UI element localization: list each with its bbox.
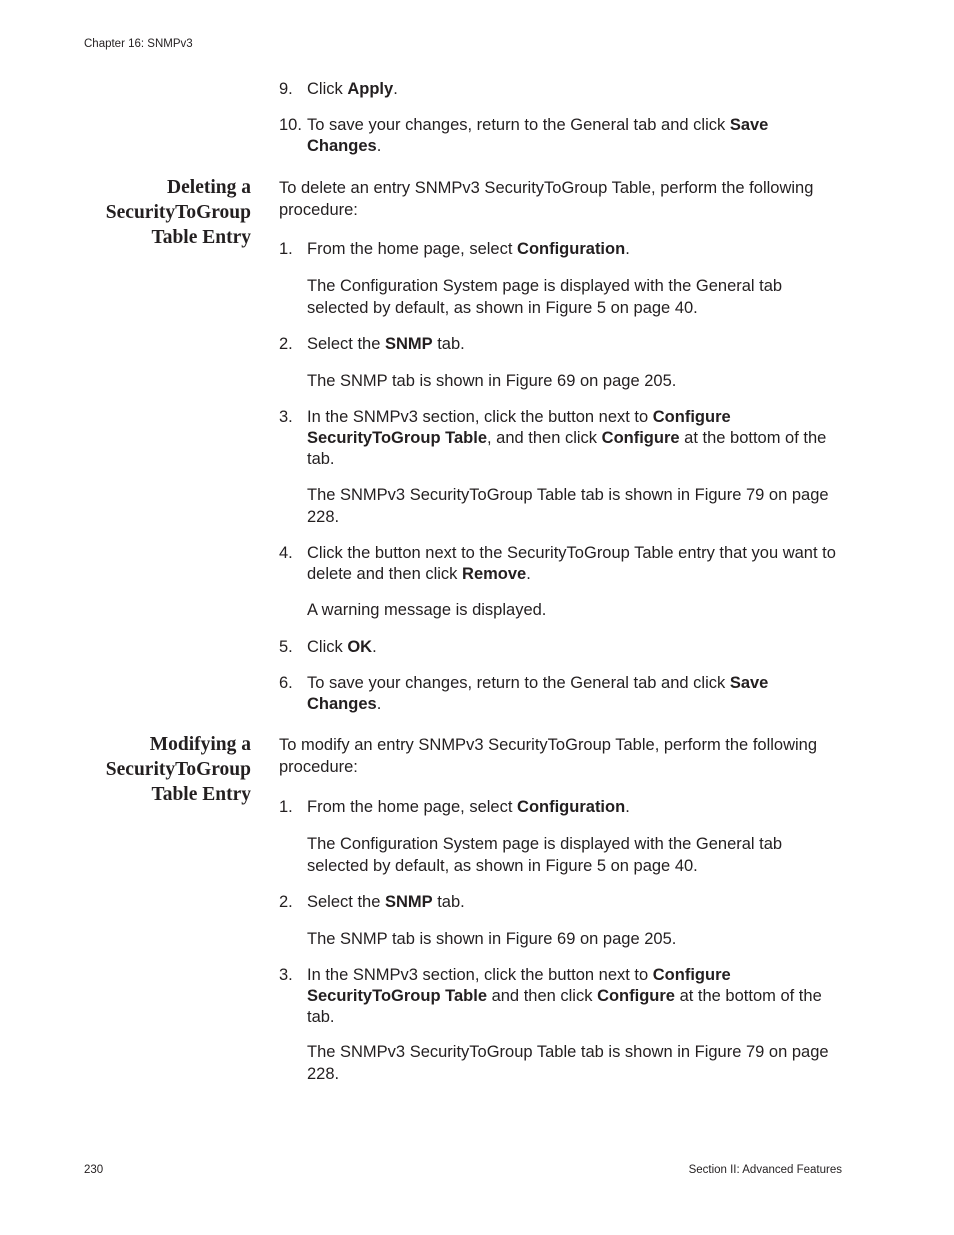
heading-line: SecurityToGroup bbox=[105, 202, 251, 223]
step-number: 10. bbox=[279, 116, 302, 134]
step-text: . bbox=[372, 638, 377, 656]
ui-term: Configuration bbox=[517, 798, 626, 816]
modify-step-1 bbox=[279, 797, 839, 818]
step-text: To save your changes, return to the General tab and click bbox=[307, 116, 730, 134]
step-text: at the bottom of the tab. bbox=[307, 987, 822, 1026]
step-text: Select the bbox=[307, 893, 385, 911]
ui-term: Remove bbox=[462, 565, 527, 583]
step-text: Click the button next to the SecurityToGroup Table entry that you want to delete and then click bbox=[307, 544, 836, 583]
heading-line: Table Entry bbox=[151, 784, 251, 805]
step-number: 9. bbox=[279, 80, 293, 98]
delete-step-2-note: The SNMP tab is shown in Figure 69 on page 205. bbox=[307, 372, 677, 390]
ui-term: SNMP bbox=[384, 335, 433, 353]
step-text: tab. bbox=[432, 335, 465, 353]
heading-line: Modifying a bbox=[149, 734, 251, 755]
delete-step-3 bbox=[279, 407, 839, 470]
step-text: In the SNMPv3 section, click the button next to bbox=[307, 408, 653, 426]
step-number: 4. bbox=[279, 544, 293, 562]
step-text: . bbox=[376, 137, 382, 155]
step-text: From the home page, select bbox=[307, 240, 518, 258]
modify-step-3-note: The SNMPv3 SecurityToGroup Table tab is shown in Figure 79 on page 228. bbox=[307, 1043, 829, 1083]
modify-step-2-note: The SNMP tab is shown in Figure 69 on page 205. bbox=[307, 930, 677, 948]
ui-term: Configure bbox=[597, 987, 675, 1005]
step-text: From the home page, select bbox=[307, 798, 518, 816]
step-number: 1. bbox=[279, 798, 293, 816]
heading-line: SecurityToGroup bbox=[105, 759, 251, 780]
delete-step-2 bbox=[279, 334, 839, 355]
modify-step-2 bbox=[279, 892, 839, 913]
step-text: and then click bbox=[487, 987, 598, 1005]
delete-step-1-note: The Configuration System page is displayed with the General tab selected by default, as shown in Figure 5 on page 40. bbox=[307, 277, 783, 317]
delete-step-1 bbox=[279, 239, 839, 260]
step-number: 3. bbox=[279, 408, 293, 426]
running-header: Chapter 16: SNMPv3 bbox=[84, 38, 193, 50]
ui-term: SNMP bbox=[384, 893, 433, 911]
step-text: . bbox=[625, 240, 630, 258]
section-heading-modify bbox=[51, 732, 251, 807]
step-text: Click bbox=[307, 80, 348, 98]
heading-line: Table Entry bbox=[151, 227, 251, 248]
delete-step-5 bbox=[279, 637, 839, 658]
ui-term: Configure SecurityToGroup Table bbox=[307, 408, 731, 447]
step-text: , and then click bbox=[487, 429, 602, 447]
step-text: . bbox=[376, 695, 382, 713]
delete-step-4-note: A warning message is displayed. bbox=[307, 601, 547, 619]
step-text: tab. bbox=[432, 893, 465, 911]
step-text: . bbox=[526, 565, 531, 583]
ui-term: Apply bbox=[347, 80, 394, 98]
step-number: 1. bbox=[279, 240, 293, 258]
step-number: 5. bbox=[279, 638, 293, 656]
heading-line: Deleting a bbox=[167, 177, 251, 198]
step-text: Select the bbox=[307, 335, 385, 353]
modify-step-1-note: The Configuration System page is displayed with the General tab selected by default, as shown in Figure 5 on page 40. bbox=[307, 835, 783, 875]
step-text: . bbox=[393, 80, 398, 98]
ui-term: Configure SecurityToGroup Table bbox=[307, 966, 731, 1005]
step-text: at the bottom of the tab. bbox=[307, 429, 827, 468]
delete-step-6 bbox=[279, 673, 839, 715]
ui-term: Configuration bbox=[517, 240, 626, 258]
step-number: 3. bbox=[279, 966, 293, 984]
modify-step-3 bbox=[279, 965, 839, 1028]
ui-term: Save Changes bbox=[307, 674, 769, 713]
step-10 bbox=[279, 115, 839, 157]
ui-term: Configure bbox=[601, 429, 680, 447]
delete-intro: To delete an entry SNMPv3 SecurityToGroup Table, perform the following procedure: bbox=[279, 179, 814, 219]
modify-intro: To modify an entry SNMPv3 SecurityToGroup Table, perform the following procedure: bbox=[279, 736, 818, 776]
delete-step-4 bbox=[279, 543, 839, 585]
step-text: Click bbox=[307, 638, 348, 656]
step-text: To save your changes, return to the General tab and click bbox=[307, 674, 730, 692]
step-9 bbox=[279, 79, 839, 100]
step-number: 2. bbox=[279, 893, 293, 911]
step-number: 6. bbox=[279, 674, 293, 692]
ui-term: OK bbox=[347, 638, 373, 656]
delete-step-3-note: The SNMPv3 SecurityToGroup Table tab is shown in Figure 79 on page 228. bbox=[307, 486, 829, 526]
step-text: In the SNMPv3 section, click the button next to bbox=[307, 966, 653, 984]
page-number: 230 bbox=[84, 1164, 104, 1176]
running-footer: Section II: Advanced Features bbox=[688, 1164, 842, 1176]
step-text: . bbox=[625, 798, 630, 816]
section-heading-delete bbox=[51, 175, 251, 250]
step-number: 2. bbox=[279, 335, 293, 353]
ui-term: Save Changes bbox=[307, 116, 769, 155]
